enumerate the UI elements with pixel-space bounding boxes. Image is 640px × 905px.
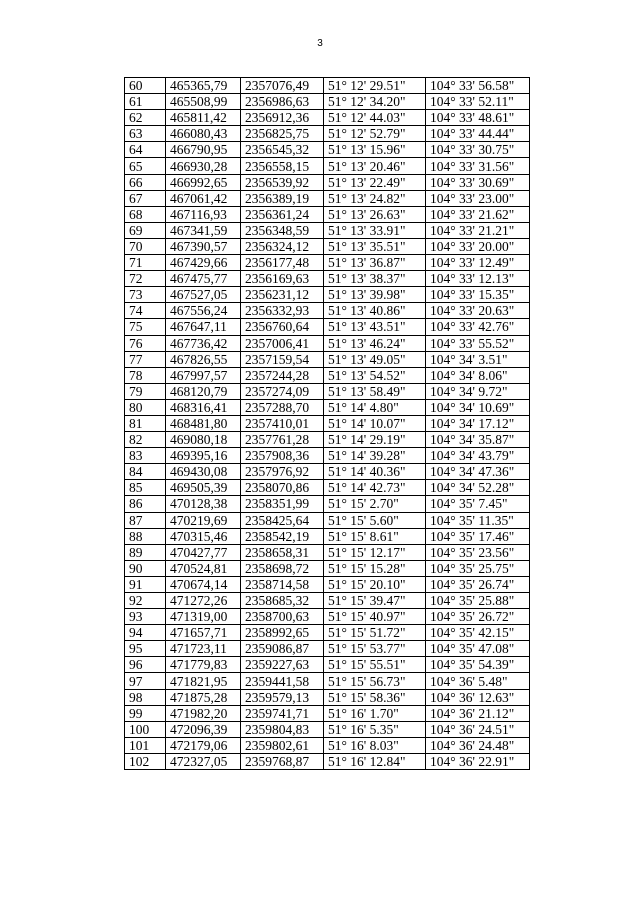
- y-coordinate-cell: 2359741,71: [241, 705, 324, 721]
- y-coordinate-cell: 2357288,70: [241, 399, 324, 415]
- point-number-cell: 62: [125, 110, 166, 126]
- y-coordinate-cell: 2356389,19: [241, 190, 324, 206]
- point-number-cell: 101: [125, 737, 166, 753]
- table-row: [125, 335, 530, 351]
- y-coordinate-cell: 2358698,72: [241, 560, 324, 576]
- x-coordinate-cell: 471723,11: [166, 641, 241, 657]
- table-row: [125, 448, 530, 464]
- x-coordinate-cell: 469430,08: [166, 464, 241, 480]
- y-coordinate-cell: 2356558,15: [241, 158, 324, 174]
- latitude-cell: 51° 13' 35.51": [324, 238, 426, 254]
- y-coordinate-cell: 2356169,63: [241, 271, 324, 287]
- y-coordinate-cell: 2356231,12: [241, 287, 324, 303]
- latitude-cell: 51° 15' 5.60": [324, 512, 426, 528]
- y-coordinate-cell: 2359227,63: [241, 657, 324, 673]
- longitude-cell: 104° 33' 56.58": [426, 78, 530, 94]
- longitude-cell: 104° 35' 17.46": [426, 528, 530, 544]
- longitude-cell: 104° 36' 22.91": [426, 753, 530, 769]
- point-number-cell: 76: [125, 335, 166, 351]
- longitude-cell: 104° 33' 23.00": [426, 190, 530, 206]
- table-row: [125, 609, 530, 625]
- latitude-cell: 51° 16' 1.70": [324, 705, 426, 721]
- x-coordinate-cell: 469080,18: [166, 432, 241, 448]
- table-row: [125, 721, 530, 737]
- y-coordinate-cell: 2359086,87: [241, 641, 324, 657]
- x-coordinate-cell: 467116,93: [166, 206, 241, 222]
- point-number-cell: 69: [125, 222, 166, 238]
- x-coordinate-cell: 467341,59: [166, 222, 241, 238]
- point-number-cell: 68: [125, 206, 166, 222]
- table-row: [125, 705, 530, 721]
- table-row: [125, 126, 530, 142]
- latitude-cell: 51° 15' 56.73": [324, 673, 426, 689]
- table-row: [125, 415, 530, 431]
- coordinates-table-body: [125, 78, 530, 770]
- point-number-cell: 84: [125, 464, 166, 480]
- page-number: 3: [317, 38, 323, 49]
- point-number-cell: 90: [125, 560, 166, 576]
- table-row: [125, 512, 530, 528]
- longitude-cell: 104° 36' 12.63": [426, 689, 530, 705]
- x-coordinate-cell: 467556,24: [166, 303, 241, 319]
- y-coordinate-cell: 2359802,61: [241, 737, 324, 753]
- y-coordinate-cell: 2359579,13: [241, 689, 324, 705]
- table-row: [125, 142, 530, 158]
- latitude-cell: 51° 13' 58.49": [324, 383, 426, 399]
- x-coordinate-cell: 465508,99: [166, 94, 241, 110]
- y-coordinate-cell: 2359768,87: [241, 753, 324, 769]
- table-row: [125, 689, 530, 705]
- longitude-cell: 104° 34' 9.72": [426, 383, 530, 399]
- point-number-cell: 93: [125, 609, 166, 625]
- longitude-cell: 104° 35' 25.88": [426, 593, 530, 609]
- x-coordinate-cell: 467647,11: [166, 319, 241, 335]
- latitude-cell: 51° 13' 39.98": [324, 287, 426, 303]
- x-coordinate-cell: 470427,77: [166, 544, 241, 560]
- point-number-cell: 72: [125, 271, 166, 287]
- latitude-cell: 51° 13' 26.63": [324, 206, 426, 222]
- y-coordinate-cell: 2358351,99: [241, 496, 324, 512]
- point-number-cell: 75: [125, 319, 166, 335]
- longitude-cell: 104° 35' 26.72": [426, 609, 530, 625]
- table-row: [125, 287, 530, 303]
- table-row: [125, 110, 530, 126]
- y-coordinate-cell: 2356825,75: [241, 126, 324, 142]
- table-row: [125, 383, 530, 399]
- table-row: [125, 78, 530, 94]
- table-row: [125, 222, 530, 238]
- y-coordinate-cell: 2358685,32: [241, 593, 324, 609]
- table-row: [125, 206, 530, 222]
- table-row: [125, 351, 530, 367]
- longitude-cell: 104° 36' 24.51": [426, 721, 530, 737]
- x-coordinate-cell: 471821,95: [166, 673, 241, 689]
- x-coordinate-cell: 467527,05: [166, 287, 241, 303]
- latitude-cell: 51° 15' 12.17": [324, 544, 426, 560]
- longitude-cell: 104° 33' 42.76": [426, 319, 530, 335]
- latitude-cell: 51° 13' 40.86": [324, 303, 426, 319]
- y-coordinate-cell: 2356332,93: [241, 303, 324, 319]
- x-coordinate-cell: 471982,20: [166, 705, 241, 721]
- point-number-cell: 96: [125, 657, 166, 673]
- point-number-cell: 66: [125, 174, 166, 190]
- point-number-cell: 99: [125, 705, 166, 721]
- y-coordinate-cell: 2357274,09: [241, 383, 324, 399]
- latitude-cell: 51° 13' 22.49": [324, 174, 426, 190]
- latitude-cell: 51° 12' 29.51": [324, 78, 426, 94]
- longitude-cell: 104° 33' 15.35": [426, 287, 530, 303]
- longitude-cell: 104° 33' 55.52": [426, 335, 530, 351]
- x-coordinate-cell: 466930,28: [166, 158, 241, 174]
- longitude-cell: 104° 35' 7.45": [426, 496, 530, 512]
- point-number-cell: 94: [125, 625, 166, 641]
- longitude-cell: 104° 34' 10.69": [426, 399, 530, 415]
- longitude-cell: 104° 33' 12.13": [426, 271, 530, 287]
- coordinates-table: [124, 77, 530, 770]
- latitude-cell: 51° 15' 55.51": [324, 657, 426, 673]
- x-coordinate-cell: 471319,00: [166, 609, 241, 625]
- y-coordinate-cell: 2358992,65: [241, 625, 324, 641]
- y-coordinate-cell: 2359804,83: [241, 721, 324, 737]
- y-coordinate-cell: 2358658,31: [241, 544, 324, 560]
- y-coordinate-cell: 2356912,36: [241, 110, 324, 126]
- table-row: [125, 593, 530, 609]
- latitude-cell: 51° 15' 15.28": [324, 560, 426, 576]
- point-number-cell: 97: [125, 673, 166, 689]
- table-row: [125, 303, 530, 319]
- y-coordinate-cell: 2358070,86: [241, 480, 324, 496]
- x-coordinate-cell: 467826,55: [166, 351, 241, 367]
- latitude-cell: 51° 14' 42.73": [324, 480, 426, 496]
- point-number-cell: 78: [125, 367, 166, 383]
- longitude-cell: 104° 33' 30.69": [426, 174, 530, 190]
- latitude-cell: 51° 15' 53.77": [324, 641, 426, 657]
- x-coordinate-cell: 467429,66: [166, 255, 241, 271]
- latitude-cell: 51° 13' 38.37": [324, 271, 426, 287]
- y-coordinate-cell: 2358700,63: [241, 609, 324, 625]
- y-coordinate-cell: 2356177,48: [241, 255, 324, 271]
- longitude-cell: 104° 35' 25.75": [426, 560, 530, 576]
- longitude-cell: 104° 33' 48.61": [426, 110, 530, 126]
- longitude-cell: 104° 34' 43.79": [426, 448, 530, 464]
- x-coordinate-cell: 472327,05: [166, 753, 241, 769]
- point-number-cell: 86: [125, 496, 166, 512]
- longitude-cell: 104° 34' 52.28": [426, 480, 530, 496]
- latitude-cell: 51° 14' 40.36": [324, 464, 426, 480]
- x-coordinate-cell: 467997,57: [166, 367, 241, 383]
- latitude-cell: 51° 14' 4.80": [324, 399, 426, 415]
- latitude-cell: 51° 15' 39.47": [324, 593, 426, 609]
- point-number-cell: 70: [125, 238, 166, 254]
- point-number-cell: 89: [125, 544, 166, 560]
- x-coordinate-cell: 471779,83: [166, 657, 241, 673]
- latitude-cell: 51° 15' 58.36": [324, 689, 426, 705]
- latitude-cell: 51° 13' 54.52": [324, 367, 426, 383]
- x-coordinate-cell: 468316,41: [166, 399, 241, 415]
- y-coordinate-cell: 2356324,12: [241, 238, 324, 254]
- latitude-cell: 51° 15' 8.61": [324, 528, 426, 544]
- longitude-cell: 104° 35' 23.56": [426, 544, 530, 560]
- table-row: [125, 560, 530, 576]
- x-coordinate-cell: 465365,79: [166, 78, 241, 94]
- table-row: [125, 657, 530, 673]
- y-coordinate-cell: 2356760,64: [241, 319, 324, 335]
- y-coordinate-cell: 2357244,28: [241, 367, 324, 383]
- latitude-cell: 51° 16' 5.35": [324, 721, 426, 737]
- latitude-cell: 51° 14' 10.07": [324, 415, 426, 431]
- y-coordinate-cell: 2358425,64: [241, 512, 324, 528]
- longitude-cell: 104° 33' 20.63": [426, 303, 530, 319]
- y-coordinate-cell: 2356348,59: [241, 222, 324, 238]
- latitude-cell: 51° 14' 39.28": [324, 448, 426, 464]
- longitude-cell: 104° 35' 42.15": [426, 625, 530, 641]
- point-number-cell: 95: [125, 641, 166, 657]
- table-row: [125, 753, 530, 769]
- x-coordinate-cell: 469395,16: [166, 448, 241, 464]
- point-number-cell: 60: [125, 78, 166, 94]
- x-coordinate-cell: 472096,39: [166, 721, 241, 737]
- point-number-cell: 81: [125, 415, 166, 431]
- y-coordinate-cell: 2357076,49: [241, 78, 324, 94]
- x-coordinate-cell: 472179,06: [166, 737, 241, 753]
- latitude-cell: 51° 13' 46.24": [324, 335, 426, 351]
- longitude-cell: 104° 33' 21.62": [426, 206, 530, 222]
- longitude-cell: 104° 36' 21.12": [426, 705, 530, 721]
- latitude-cell: 51° 15' 51.72": [324, 625, 426, 641]
- x-coordinate-cell: 470315,46: [166, 528, 241, 544]
- y-coordinate-cell: 2358542,19: [241, 528, 324, 544]
- x-coordinate-cell: 471657,71: [166, 625, 241, 641]
- x-coordinate-cell: 467475,77: [166, 271, 241, 287]
- y-coordinate-cell: 2357410,01: [241, 415, 324, 431]
- point-number-cell: 67: [125, 190, 166, 206]
- point-number-cell: 91: [125, 576, 166, 592]
- point-number-cell: 82: [125, 432, 166, 448]
- x-coordinate-cell: 470674,14: [166, 576, 241, 592]
- y-coordinate-cell: 2359441,58: [241, 673, 324, 689]
- point-number-cell: 87: [125, 512, 166, 528]
- point-number-cell: 80: [125, 399, 166, 415]
- longitude-cell: 104° 36' 24.48": [426, 737, 530, 753]
- point-number-cell: 74: [125, 303, 166, 319]
- longitude-cell: 104° 34' 3.51": [426, 351, 530, 367]
- x-coordinate-cell: 466992,65: [166, 174, 241, 190]
- longitude-cell: 104° 35' 54.39": [426, 657, 530, 673]
- table-row: [125, 255, 530, 271]
- x-coordinate-cell: 468481,80: [166, 415, 241, 431]
- table-row: [125, 576, 530, 592]
- latitude-cell: 51° 16' 8.03": [324, 737, 426, 753]
- y-coordinate-cell: 2356361,24: [241, 206, 324, 222]
- table-row: [125, 158, 530, 174]
- longitude-cell: 104° 33' 31.56": [426, 158, 530, 174]
- x-coordinate-cell: 471272,26: [166, 593, 241, 609]
- x-coordinate-cell: 468120,79: [166, 383, 241, 399]
- point-number-cell: 98: [125, 689, 166, 705]
- point-number-cell: 63: [125, 126, 166, 142]
- longitude-cell: 104° 33' 12.49": [426, 255, 530, 271]
- longitude-cell: 104° 36' 5.48": [426, 673, 530, 689]
- y-coordinate-cell: 2356539,92: [241, 174, 324, 190]
- longitude-cell: 104° 34' 35.87": [426, 432, 530, 448]
- longitude-cell: 104° 34' 47.36": [426, 464, 530, 480]
- point-number-cell: 79: [125, 383, 166, 399]
- y-coordinate-cell: 2356545,32: [241, 142, 324, 158]
- x-coordinate-cell: 470128,38: [166, 496, 241, 512]
- table-row: [125, 399, 530, 415]
- table-row: [125, 641, 530, 657]
- point-number-cell: 102: [125, 753, 166, 769]
- latitude-cell: 51° 15' 20.10": [324, 576, 426, 592]
- longitude-cell: 104° 33' 20.00": [426, 238, 530, 254]
- latitude-cell: 51° 12' 52.79": [324, 126, 426, 142]
- longitude-cell: 104° 33' 52.11": [426, 94, 530, 110]
- latitude-cell: 51° 15' 40.97": [324, 609, 426, 625]
- table-row: [125, 367, 530, 383]
- longitude-cell: 104° 35' 26.74": [426, 576, 530, 592]
- point-number-cell: 65: [125, 158, 166, 174]
- point-number-cell: 83: [125, 448, 166, 464]
- longitude-cell: 104° 34' 17.12": [426, 415, 530, 431]
- point-number-cell: 73: [125, 287, 166, 303]
- table-row: [125, 238, 530, 254]
- latitude-cell: 51° 13' 15.96": [324, 142, 426, 158]
- x-coordinate-cell: 467061,42: [166, 190, 241, 206]
- table-row: [125, 432, 530, 448]
- y-coordinate-cell: 2357006,41: [241, 335, 324, 351]
- y-coordinate-cell: 2356986,63: [241, 94, 324, 110]
- longitude-cell: 104° 35' 47.08": [426, 641, 530, 657]
- y-coordinate-cell: 2357761,28: [241, 432, 324, 448]
- latitude-cell: 51° 16' 12.84": [324, 753, 426, 769]
- latitude-cell: 51° 12' 44.03": [324, 110, 426, 126]
- x-coordinate-cell: 469505,39: [166, 480, 241, 496]
- point-number-cell: 92: [125, 593, 166, 609]
- y-coordinate-cell: 2357908,36: [241, 448, 324, 464]
- table-row: [125, 319, 530, 335]
- x-coordinate-cell: 470219,69: [166, 512, 241, 528]
- table-row: [125, 174, 530, 190]
- point-number-cell: 64: [125, 142, 166, 158]
- longitude-cell: 104° 33' 30.75": [426, 142, 530, 158]
- latitude-cell: 51° 12' 34.20": [324, 94, 426, 110]
- latitude-cell: 51° 13' 24.82": [324, 190, 426, 206]
- latitude-cell: 51° 15' 2.70": [324, 496, 426, 512]
- y-coordinate-cell: 2358714,58: [241, 576, 324, 592]
- point-number-cell: 77: [125, 351, 166, 367]
- x-coordinate-cell: 466790,95: [166, 142, 241, 158]
- point-number-cell: 85: [125, 480, 166, 496]
- longitude-cell: 104° 34' 8.06": [426, 367, 530, 383]
- table-row: [125, 673, 530, 689]
- table-row: [125, 544, 530, 560]
- x-coordinate-cell: 471875,28: [166, 689, 241, 705]
- latitude-cell: 51° 13' 36.87": [324, 255, 426, 271]
- y-coordinate-cell: 2357976,92: [241, 464, 324, 480]
- table-row: [125, 737, 530, 753]
- x-coordinate-cell: 467390,57: [166, 238, 241, 254]
- table-row: [125, 464, 530, 480]
- point-number-cell: 100: [125, 721, 166, 737]
- point-number-cell: 71: [125, 255, 166, 271]
- table-row: [125, 480, 530, 496]
- longitude-cell: 104° 35' 11.35": [426, 512, 530, 528]
- table-row: [125, 271, 530, 287]
- table-row: [125, 528, 530, 544]
- x-coordinate-cell: 467736,42: [166, 335, 241, 351]
- point-number-cell: 61: [125, 94, 166, 110]
- point-number-cell: 88: [125, 528, 166, 544]
- table-row: [125, 625, 530, 641]
- latitude-cell: 51° 13' 33.91": [324, 222, 426, 238]
- latitude-cell: 51° 14' 29.19": [324, 432, 426, 448]
- y-coordinate-cell: 2357159,54: [241, 351, 324, 367]
- x-coordinate-cell: 470524,81: [166, 560, 241, 576]
- latitude-cell: 51° 13' 49.05": [324, 351, 426, 367]
- x-coordinate-cell: 465811,42: [166, 110, 241, 126]
- x-coordinate-cell: 466080,43: [166, 126, 241, 142]
- latitude-cell: 51° 13' 20.46": [324, 158, 426, 174]
- longitude-cell: 104° 33' 44.44": [426, 126, 530, 142]
- table-row: [125, 496, 530, 512]
- longitude-cell: 104° 33' 21.21": [426, 222, 530, 238]
- latitude-cell: 51° 13' 43.51": [324, 319, 426, 335]
- table-row: [125, 190, 530, 206]
- table-row: [125, 94, 530, 110]
